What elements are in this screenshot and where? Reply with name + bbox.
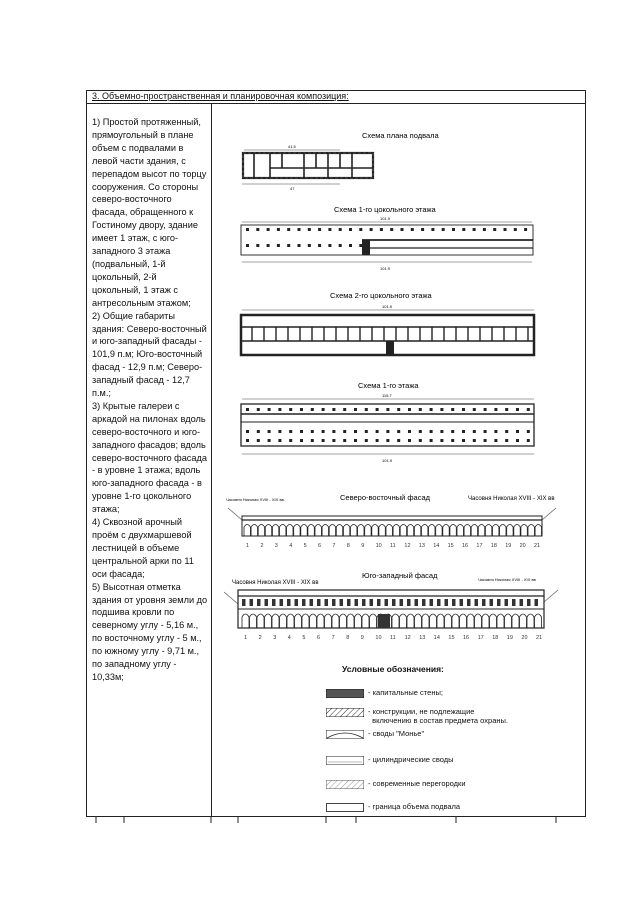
pillar — [343, 430, 346, 433]
axis-number: 20 — [519, 543, 526, 549]
axis-number: 16 — [463, 635, 470, 641]
pillar — [516, 408, 519, 411]
document-sheet — [86, 90, 586, 817]
facade-window — [355, 599, 359, 606]
axis-number: 6 — [318, 543, 322, 549]
sw-facade-title: Юго-западный фасад — [362, 571, 438, 580]
facade-window — [242, 599, 246, 606]
pillar — [430, 439, 433, 442]
basement-dim-bottom: 47 — [290, 186, 295, 191]
facade-window — [400, 599, 404, 606]
pillar — [246, 244, 249, 247]
axis-number: 14 — [433, 635, 440, 641]
axis-number: 12 — [404, 635, 411, 641]
facade-window — [437, 599, 441, 606]
axis-number: 19 — [506, 635, 513, 641]
pillar — [376, 430, 379, 433]
pillar — [452, 228, 455, 231]
axis-number: 19 — [505, 543, 512, 549]
sw-facade — [224, 571, 558, 641]
pillar — [516, 439, 519, 442]
pillar — [390, 228, 393, 231]
facade-window — [415, 599, 419, 606]
composition-description: 1) Простой протяженный, прямоугольный в плане объем с подвалами в левой части здания, с перепадом высот по торцу сооружения. Со стороны северо-восточного фасада, обращенного к Гостиному двору, здание имеет 1 этаж, с юго-западного 3 этажа (подвальный, 1-й цокольный, 2-й цокольный, 1 этаж с антресольным этажом; 2) Общие габариты здания: Северо-восточный и юго-западный фасады - 101,9 п.м; Юго-восточный фасад - 12,9 п.м; Северо-западный фасад - 12,7 п.м.; 3) Крытые галереи с аркадой на пилонах вдоль северо-восточного и юго-западного фасадов; вдоль северо-восточного фасада - в уровне 1 этажа; вдоль юго-западного фасада - в уровне 1-го цокольного этажа; 4) Сквозной арочный проём с двухмаршевой лестницей в объеме центральной арки по 11 оси фасада; 5) Высотная отметка здания от уровня земли до подшива кровли по северному углу - 5,16 м., по восточному углу - 5 м., по южному углу - 9,71 м., по западному углу - 10,33м; — [92, 117, 208, 682]
pillar — [308, 244, 311, 247]
facade-window — [340, 599, 344, 606]
axis-number: 4 — [287, 635, 291, 641]
legend-label-0: - капитальные стены; — [368, 688, 443, 697]
facade-window — [527, 599, 531, 606]
floor1-dim-bottom: 101.9 — [382, 458, 393, 463]
pillar — [349, 244, 352, 247]
sw-axis-numbers — [244, 635, 542, 641]
facade-window — [520, 599, 524, 606]
pillar — [311, 408, 314, 411]
pillar — [311, 430, 314, 433]
pillar — [408, 408, 411, 411]
pillar — [462, 430, 465, 433]
facade-window — [302, 599, 306, 606]
pillar — [527, 439, 530, 442]
axis-number: 17 — [477, 635, 484, 641]
axis-number: 10 — [375, 543, 382, 549]
pillar — [246, 228, 249, 231]
facade-window — [505, 599, 509, 606]
pillar — [298, 244, 301, 247]
plinth1-title: Схема 1-го цокольного этажа — [334, 205, 436, 214]
pillar — [298, 228, 301, 231]
bottom-tick-marks — [86, 817, 586, 823]
legend-label-2: - своды "Монье" — [368, 729, 425, 738]
axis-number: 9 — [360, 635, 364, 641]
pillar — [386, 439, 389, 442]
facade-window — [460, 599, 464, 606]
axis-number: 8 — [346, 543, 350, 549]
pillar — [494, 439, 497, 442]
pillar — [278, 430, 281, 433]
pillar — [318, 244, 321, 247]
plinth1-dim-top: 101.9 — [380, 216, 391, 221]
facade-window — [512, 599, 516, 606]
pillar — [411, 228, 414, 231]
pillar — [451, 439, 454, 442]
axis-number: 2 — [258, 635, 262, 641]
pillar — [484, 439, 487, 442]
facade-window — [445, 599, 449, 606]
pillar — [421, 228, 424, 231]
axis-number: 11 — [390, 543, 396, 549]
pillar — [440, 408, 443, 411]
pillar — [339, 244, 342, 247]
pillar — [328, 244, 331, 247]
facade-window — [535, 599, 539, 606]
pillar — [473, 439, 476, 442]
axis-number: 15 — [448, 635, 455, 641]
pillar — [354, 430, 357, 433]
facade-window — [467, 599, 471, 606]
axis-number: 1 — [246, 543, 250, 549]
plinth1-dim-bottom: 101.9 — [380, 266, 391, 271]
facade-window — [265, 599, 269, 606]
pillar — [516, 430, 519, 433]
facade-window — [377, 599, 381, 606]
plinth1-pillars — [246, 228, 527, 247]
pillar — [386, 408, 389, 411]
pillar — [267, 228, 270, 231]
floor1-plan — [241, 381, 534, 463]
facade-window — [490, 599, 494, 606]
axis-number: 9 — [361, 543, 365, 549]
facade-window — [475, 599, 479, 606]
axis-number: 1 — [244, 635, 248, 641]
pillar — [473, 408, 476, 411]
pillar — [376, 408, 379, 411]
pillar — [504, 228, 507, 231]
pillar — [267, 244, 270, 247]
axis-number: 20 — [521, 635, 528, 641]
pillar — [365, 430, 368, 433]
legend-label-5: - граница объема подвала — [368, 802, 461, 811]
pillar — [289, 439, 292, 442]
facade-window — [482, 599, 486, 606]
sw-facade-note-right: Часовня Николая XVIII - XIX вв — [478, 577, 536, 582]
pillar — [376, 439, 379, 442]
pillar — [300, 408, 303, 411]
facade-window — [497, 599, 501, 606]
pillar — [246, 408, 249, 411]
legend-label-4: - современные перегородки — [368, 779, 466, 788]
pillar — [354, 408, 357, 411]
ne-facade-title: Северо-восточный фасад — [340, 493, 431, 502]
pillar — [256, 228, 259, 231]
pillar — [380, 228, 383, 231]
axis-number: 4 — [289, 543, 293, 549]
legend-label-3: - цилиндрические своды — [368, 755, 454, 764]
pillar — [527, 430, 530, 433]
axis-number: 6 — [317, 635, 321, 641]
pillar — [343, 439, 346, 442]
facade-window — [295, 599, 299, 606]
floor1-pillars — [246, 408, 530, 442]
axis-number: 7 — [332, 543, 336, 549]
pillar — [419, 408, 422, 411]
pillar — [462, 408, 465, 411]
axis-number: 15 — [447, 543, 454, 549]
axis-number: 5 — [302, 635, 306, 641]
facade-window — [407, 599, 411, 606]
facade-window — [385, 599, 389, 606]
plinth2-title: Схема 2-го цокольного этажа — [330, 291, 432, 300]
pillar — [289, 408, 292, 411]
pillar — [431, 228, 434, 231]
pillar — [430, 430, 433, 433]
pillar — [354, 439, 357, 442]
axis-number: 13 — [419, 635, 426, 641]
pillar — [493, 228, 496, 231]
pillar — [514, 228, 517, 231]
pillar — [257, 430, 260, 433]
facade-window — [362, 599, 366, 606]
facade-window — [332, 599, 336, 606]
axis-number: 2 — [260, 543, 264, 549]
pillar — [505, 439, 508, 442]
floor1-title: Схема 1-го этажа — [358, 381, 419, 390]
pillar — [451, 430, 454, 433]
pillar — [332, 439, 335, 442]
axis-number: 11 — [390, 635, 396, 641]
axis-number: 3 — [273, 635, 277, 641]
pillar — [328, 228, 331, 231]
pillar — [300, 439, 303, 442]
pillar — [268, 439, 271, 442]
pillar — [322, 439, 325, 442]
basement-plan — [242, 131, 440, 191]
pillar — [257, 439, 260, 442]
pillar — [277, 228, 280, 231]
pillar — [484, 408, 487, 411]
pillar — [473, 430, 476, 433]
pillar — [397, 439, 400, 442]
pillar — [322, 430, 325, 433]
axis-number: 8 — [346, 635, 350, 641]
pillar — [332, 430, 335, 433]
pillar — [386, 430, 389, 433]
pillar — [397, 430, 400, 433]
pillar — [256, 244, 259, 247]
facade-window — [430, 599, 434, 606]
pillar — [277, 244, 280, 247]
plinth1-plan — [241, 205, 533, 271]
outline-swatch — [326, 803, 364, 812]
facade-window — [347, 599, 351, 606]
facade-window — [272, 599, 276, 606]
facade-window — [325, 599, 329, 606]
plinth2-plan — [241, 291, 534, 355]
facade-window — [257, 599, 261, 606]
ne-facade-note-left: Часовня Николая XVIII - XIX вв. — [226, 497, 285, 502]
pillar — [419, 430, 422, 433]
axis-number: 16 — [462, 543, 469, 549]
facade-window — [452, 599, 456, 606]
facade-window — [250, 599, 254, 606]
pillar — [401, 228, 404, 231]
pillar — [397, 408, 400, 411]
pillar — [257, 408, 260, 411]
facade-window — [317, 599, 321, 606]
pillar — [408, 430, 411, 433]
facade-window — [280, 599, 284, 606]
vault-cylindrical-swatch — [326, 756, 364, 765]
pillar — [311, 439, 314, 442]
pillar — [484, 430, 487, 433]
pillar — [287, 228, 290, 231]
pillar — [440, 430, 443, 433]
pillar — [440, 439, 443, 442]
pillar — [359, 228, 362, 231]
facade-window — [422, 599, 426, 606]
facade-window — [370, 599, 374, 606]
pillar — [473, 228, 476, 231]
pillar — [505, 430, 508, 433]
solid-wall-swatch — [326, 689, 364, 698]
facade-window — [310, 599, 314, 606]
axis-number: 13 — [418, 543, 425, 549]
axis-number: 12 — [404, 543, 411, 549]
pillar — [527, 408, 530, 411]
section-title: 3. Объемно-пространственная и планировочная композиция: — [92, 91, 349, 101]
axis-number: 17 — [476, 543, 483, 549]
pillar — [287, 244, 290, 247]
ne-axis-numbers — [246, 543, 540, 549]
pillar — [278, 408, 281, 411]
pillar — [268, 408, 271, 411]
basement-title: Схема плана подвала — [362, 131, 439, 140]
facade-window — [392, 599, 396, 606]
plinth2-partitions — [252, 327, 528, 341]
pillar — [343, 408, 346, 411]
axis-number: 10 — [375, 635, 382, 641]
vault-monier-swatch — [326, 730, 364, 739]
section-header — [86, 90, 586, 104]
drawings-panel — [212, 104, 586, 817]
ne-facade-note-right: Часовня Николая XVIII - XIX вв — [468, 496, 555, 502]
pillar — [322, 408, 325, 411]
pillar — [494, 408, 497, 411]
legend-title: Условные обозначения: — [342, 664, 444, 674]
pillar — [442, 228, 445, 231]
pillar — [339, 228, 342, 231]
axis-number: 21 — [536, 635, 543, 641]
pillar — [494, 430, 497, 433]
facade-window — [287, 599, 291, 606]
plinth2-dim-top: 101.9 — [382, 304, 393, 309]
axis-number: 18 — [490, 543, 497, 549]
pillar — [365, 439, 368, 442]
sw-facade-note-left: Часовня Николая XVIII - XIX вв — [232, 580, 319, 586]
pillar — [278, 439, 281, 442]
pillar — [300, 430, 303, 433]
pillar — [505, 408, 508, 411]
pillar — [430, 408, 433, 411]
hatch-light-swatch — [326, 780, 364, 789]
floor1-dim-top: 115.7 — [382, 393, 392, 398]
pillar — [483, 228, 486, 231]
pillar — [289, 430, 292, 433]
pillar — [370, 228, 373, 231]
pillar — [365, 408, 368, 411]
axis-number: 21 — [534, 543, 541, 549]
pillar — [349, 228, 352, 231]
pillar — [419, 439, 422, 442]
axis-number: 5 — [303, 543, 307, 549]
pillar — [524, 228, 527, 231]
pillar — [462, 228, 465, 231]
hatch-swatch — [326, 708, 364, 717]
pillar — [359, 244, 362, 247]
pillar — [246, 430, 249, 433]
pillar — [246, 439, 249, 442]
legend-label-1: - конструкции, не подлежащие включению в состав предмета охраны. — [368, 707, 508, 725]
pillar — [451, 408, 454, 411]
axis-number: 7 — [331, 635, 335, 641]
pillar — [318, 228, 321, 231]
axis-number: 18 — [492, 635, 499, 641]
pillar — [332, 408, 335, 411]
ne-facade — [226, 493, 556, 549]
pillar — [308, 228, 311, 231]
axis-number: 14 — [433, 543, 440, 549]
basement-dim-top: 41.5 — [288, 144, 296, 149]
axis-number: 3 — [274, 543, 278, 549]
pillar — [268, 430, 271, 433]
pillar — [408, 439, 411, 442]
pillar — [462, 439, 465, 442]
